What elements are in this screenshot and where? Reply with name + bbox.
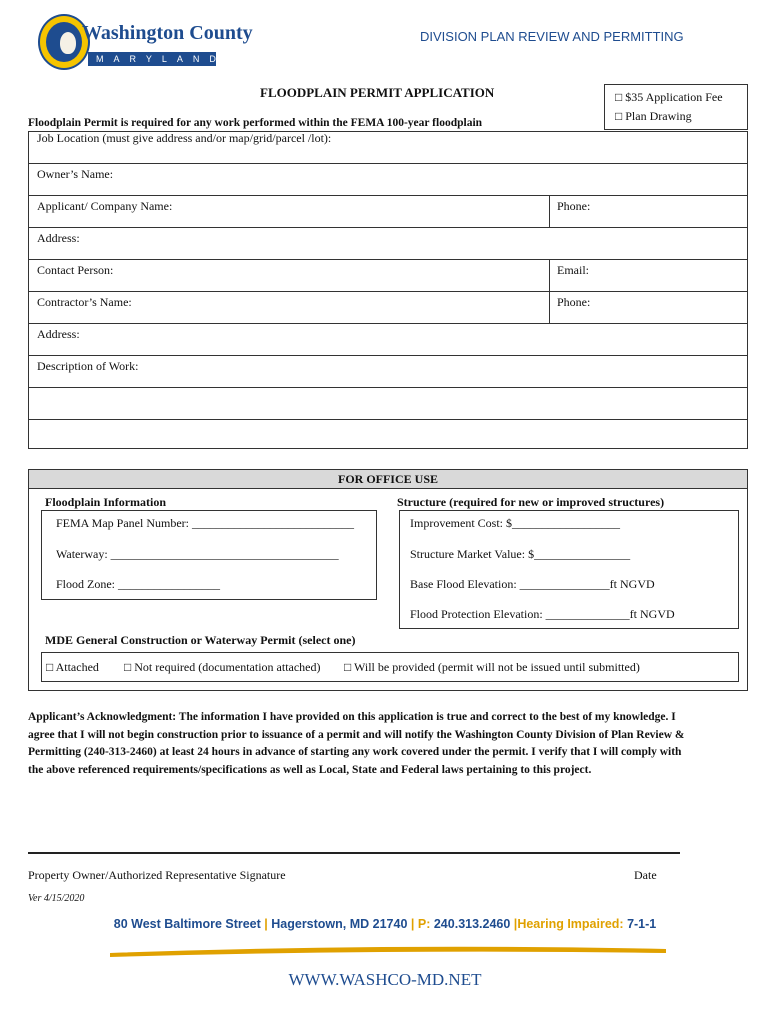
page-title: FLOODPLAIN PERMIT APPLICATION (260, 85, 495, 100)
page-subtitle: Floodplain Permit is required for any work performed within the FEMA 100-year floodplain (28, 117, 483, 129)
contractor-phone-label[interactable]: Phone: (557, 295, 591, 309)
footer-website-link[interactable]: WWW.WASHCO-MD.NET (288, 970, 482, 989)
footer-swoosh-icon (110, 943, 666, 957)
applicant-address-label: Address: (37, 231, 80, 245)
contractor-address-label: Address: (37, 327, 80, 341)
job-location-field[interactable] (29, 132, 747, 164)
date-label: Date (634, 868, 657, 882)
mde-attached-checkbox[interactable]: □ Attached (46, 660, 99, 674)
logo-county-name: Washington County (82, 22, 253, 44)
mde-permit-options (41, 652, 739, 682)
contractor-address-field[interactable] (29, 324, 747, 356)
contact-person-label[interactable]: Contact Person: (37, 263, 114, 277)
division-heading: DIVISION PLAN REVIEW AND PERMITTING (420, 29, 684, 44)
email-label[interactable]: Email: (557, 263, 589, 277)
applicant-acknowledgment: Applicant’s Acknowledgment: The information I have provided on this application is true and correct to the best of my knowledge. I agree that I will not begin construction prior to issuance of a permit and will notify the Washington County Division of Plan Review & Permitting (240-313-2460) at least 24 hours in advance of starting any work covered under the permit. I verify that I will comply with the above referenced requirements/specifications as well as Local, State and Federal laws pertaining to this project. (28, 711, 685, 776)
office-use-section (28, 469, 748, 691)
mde-permit-heading: MDE General Construction or Waterway Permit (select one) (45, 633, 356, 647)
applicant-address-field[interactable] (29, 228, 747, 260)
structure-box (399, 510, 739, 629)
description-field[interactable] (29, 356, 747, 388)
footer-city: Hagerstown, MD 21740 (271, 917, 408, 931)
signature-label: Property Owner/Authorized Representative Signature (28, 868, 286, 882)
version-label: Ver 4/15/2020 (28, 893, 85, 904)
improvement-cost-field[interactable]: Improvement Cost: $__________________ (410, 516, 620, 530)
footer-phone: 240.313.2460 (433, 917, 511, 931)
base-flood-elevation-field[interactable]: Base Flood Elevation: _______________ft NGVD (410, 577, 655, 591)
logo-state-name: MARYLAND (96, 54, 226, 64)
signature-line[interactable] (28, 852, 680, 854)
owner-name-label: Owner’s Name: (37, 167, 114, 181)
footer-contact: 80 West Baltimore Street | Hagerstown, MD 21740 | P: 240.313.2460 |Hearing Impaired: 7-1-1 (113, 917, 657, 931)
flood-zone-field[interactable]: Flood Zone: _________________ (56, 577, 220, 591)
county-logo (38, 14, 253, 72)
flood-protection-elevation-field[interactable]: Flood Protection Elevation: ______________ft NGVD (410, 607, 675, 621)
applicant-phone-label[interactable]: Phone: (557, 199, 591, 213)
mde-not-required-checkbox[interactable]: □ Not required (documentation attached) (124, 660, 321, 674)
mde-will-be-provided-checkbox[interactable]: □ Will be provided (permit will not be issued until submitted) (344, 660, 640, 674)
structure-heading: Structure (required for new or improved structures) (397, 495, 665, 509)
waterway-field[interactable]: Waterway: ______________________________________ (56, 547, 339, 561)
footer-hearing-label: Hearing Impaired: (517, 917, 628, 931)
market-value-field[interactable]: Structure Market Value: $________________ (410, 547, 631, 561)
footer-hearing-number: 7-1-1 (627, 917, 657, 931)
contractor-row (29, 292, 747, 324)
application-fee-checkbox[interactable]: □ $35 Application Fee (615, 90, 723, 104)
description-line-3[interactable] (29, 420, 747, 448)
plan-drawing-checkbox[interactable]: □ Plan Drawing (615, 109, 692, 123)
footer-street: 80 West Baltimore Street (113, 917, 261, 931)
office-use-heading: FOR OFFICE USE (29, 470, 747, 489)
job-location-label: Job Location (must give address and/or map/grid/parcel /lot): (37, 131, 332, 145)
floodplain-info-box (41, 510, 377, 600)
contact-row (29, 260, 747, 292)
floodplain-info-heading: Floodplain Information (45, 495, 167, 509)
applicant-name-label[interactable]: Applicant/ Company Name: (37, 199, 173, 213)
fema-panel-field[interactable]: FEMA Map Panel Number: ___________________________ (56, 516, 354, 530)
contractor-name-label[interactable]: Contractor’s Name: (37, 295, 132, 309)
owner-name-field[interactable] (29, 164, 747, 196)
applicant-form (28, 131, 748, 449)
applicant-row (29, 196, 747, 228)
description-label: Description of Work: (37, 359, 139, 373)
fee-checklist (604, 84, 748, 130)
description-line-2[interactable] (29, 388, 747, 420)
